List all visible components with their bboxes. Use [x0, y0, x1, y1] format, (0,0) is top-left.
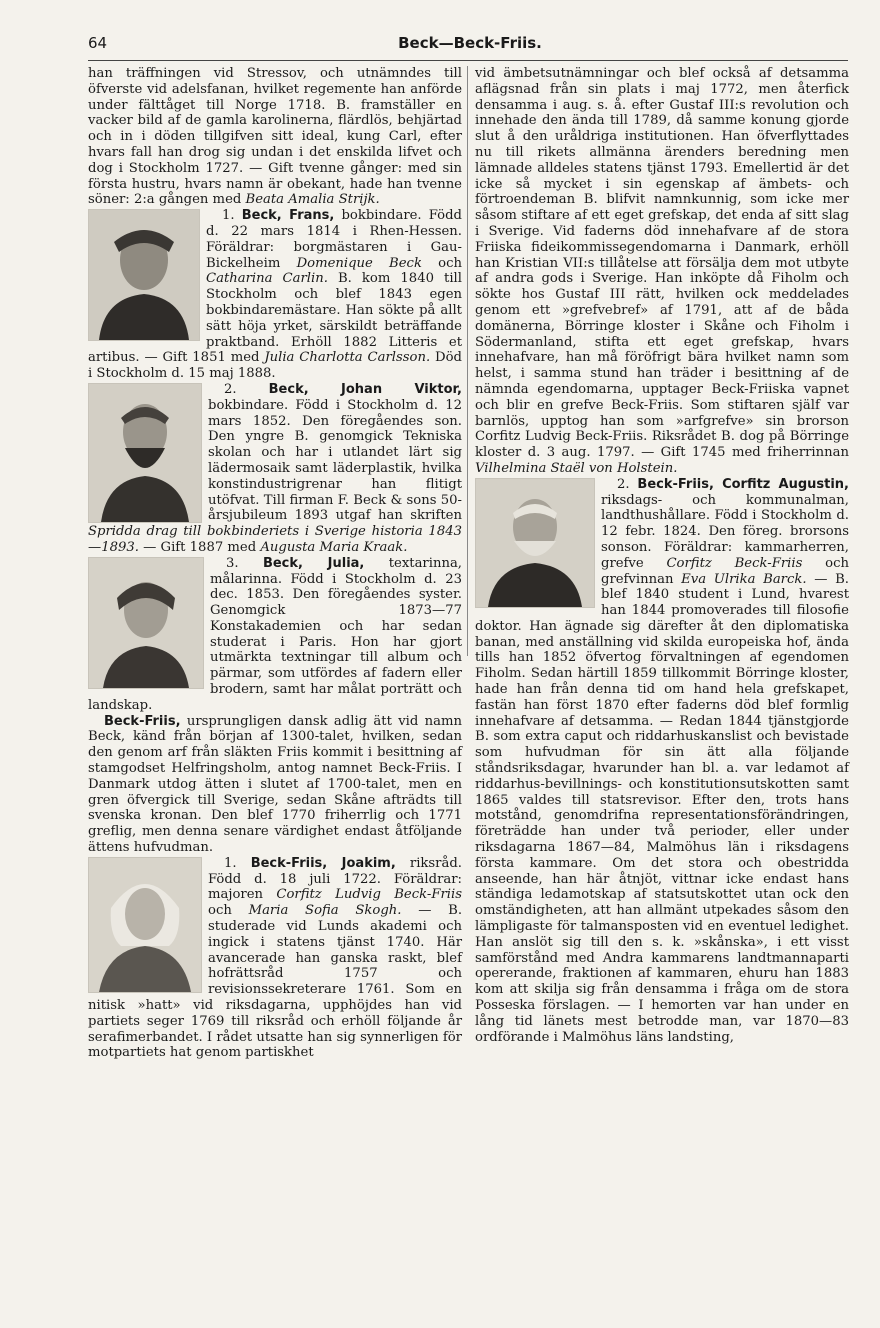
- intro-paragraph: han träffningen vid Stressov, och utnämndes till öfverste vid adelsfanan, hvilket regemente han anförde under fälttåget till Norge 1718. B. framställer en vacker bild af de gamla karolinerna, flärdlös, behjärtad och in i döden tillgifven sitt ideal, kung Carl, efter hvars fall han drog sig undan i det enskilda lifvet och dog i Stockholm 1727. — Gift tvenne gånger: med sin första hustru, hvars namn är obekant, hade han tvenne söner: 2:a gången med Beata Amalia Strijk.: [88, 66, 462, 208]
- joakim-continued-paragraph: vid ämbetsutnämningar och blef också af detsamma aflägsnad från sin plats i maj 1772, men återfick densamma i aug. s. å. efter Gustaf III:s revolution och innehade den ända till 1789, då samme konung gjorde slut å den uråldriga institutionen. Han öfverflyttades nu till rikets allmänna ärenders beredning men lämnade alldeles statens tjänst 1793. Emellertid är det icke så mycket i sin egenskap af ämbets- och förtroendeman B. blifvit namnkunnig, som icke mer såsom stiftare af ett eget grefskap, det enda af sitt slag i Sverige. Vid faderns död innehafvare af de stora Friiska fideikommissegendomarna i Danmark, erhöll han Kristian VII:s tillåtelse att försälja dem mot utbyte af andra gods i Sverige. Han inköpte då Fiholm och sökte hos Gustaf III rätt, hvilken ock meddelades genom ett »grefvebref» af 1791, att af de båda domänerna, Börringe kloster i Skåne och Fiholm i Södermanland, stifta ett eget grefskap, hvars innehafvare, han må föröfrigt bära hvilket namn som helst, i samma stund han träder i besittning af de nämnda egendomarna, upptager Beck-Friiska vapnet och blir en grefve Beck-Friis. Som stiftaren själf var barnlös, upptog han som »arfgrefve» sin brorson Corfitz Ludvig Beck-Friis. Riksrådet B. dog på Börringe kloster d. 3 aug. 1797. — Gift 1745 med friherrinnan Vilhelmina Staël von Holstein.: [475, 66, 849, 476]
- entry-headword: Beck-Friis, Joakim,: [250, 855, 396, 871]
- portrait-joakim-beck-friis: [88, 857, 202, 993]
- entry-headword: Beck-Friis,: [104, 713, 181, 729]
- page-number: 64: [88, 34, 108, 52]
- entry-beck-friis-joakim: 1. Beck-Friis, Joakim, riksråd. Född d. 18 juli 1722. Föräldrar: majoren Corfitz Ludvig Beck-Friis och Maria Sofia Skogh. — B. studerade vid Lunds akademi och ingick i statens tjänst 1740. Här avancerade han ganska raskt, blef hofrättsråd 1757 och revisionssekreterare 1761. Som en nitisk »hatt» vid riksdagarna, upphöjdes han vid partiets seger 1769 till riksråd och erhöll följande år serafimerbandet. I rådet utsatte han sig synnerligen för motpartiets hat genom partiskhet: [88, 855, 463, 1061]
- entry-headword: Beck, Frans,: [241, 208, 335, 224]
- portrait-johan-viktor-beck: [88, 383, 202, 523]
- column-rule: [467, 66, 468, 656]
- entry-beck-frans: 1. Beck, Frans, bokbindare. Född d. 22 mars 1814 i Rhen-Hessen. Föräldrar: borgmästaren i Gau-Bickelheim Domenique Beck och Catharina Carlin. B. kom 1840 till Stockholm och blef 1843 egen bokbindaremästare. Han sökte på allt sätt höja yrket, särskildt beträffande praktband. Erhöll 1882 Litteris et artibus. — Gift 1851 med Julia Charlotta Carlsson. Död i Stockholm d. 15 maj 1888.: [88, 208, 462, 382]
- portrait-frans-beck: [88, 209, 200, 341]
- entry-beck-julia: 3. Beck, Julia, textarinna, målarinna. Född i Stockholm d. 23 dec. 1853. Den föregåendes syster. Genomgick 1873—77 Konstakademien och har sedan studerat i Paris. Hon har gjort utmärkta textningar till album och pärmar, som utfördes af fadern eller brodern, samt har målat porträtt och landskap.: [88, 555, 462, 713]
- entry-headword: Beck, Julia,: [262, 555, 365, 571]
- portrait-julia-beck: [88, 557, 204, 689]
- left-column: [88, 66, 462, 1061]
- entry-beck-friis-family: Beck-Friis, ursprungligen dansk adlig ätt vid namn Beck, känd från början af 1300-talet, hvilken, sedan den genom arf från släkten Friis kommit i besittning af stamgodset Helfringsholm, antog namnet Beck-Friis. I Danmark utdog ätten i slutet af 1700-talet, men en gren öfvergick till Sverige, sedan Skåne afträdts till svenska kronan. Den blef 1770 friherrlig och 1771 greflig, men denna senare värdighet endast åtföljande ättens hufvudman.: [88, 713, 462, 856]
- portrait-corfitz-augustin-beck-friis: [475, 478, 595, 608]
- entry-headword: Beck, Johan Viktor,: [268, 381, 462, 397]
- running-head: Beck—Beck-Friis.: [398, 34, 542, 52]
- right-column: [475, 66, 849, 1045]
- header-rule: [88, 60, 848, 61]
- entry-beck-johan-viktor: 2. Beck, Johan Viktor, bokbindare. Född i Stockholm d. 12 mars 1852. Den föregåendes son. Den yngre B. genomgick Tekniska skolan och har i utlandet lärt sig lädermosaik samt läderplastik, hvilka konstindustrigrenar han flitigt utöfvat. Till firman F. Beck & sons 50-årsjubileum 1893 utgaf han skriften Spridda drag till bokbinderiets i Sverige historia 1843—1893. — Gift 1887 med Augusta Maria Kraak.: [88, 381, 462, 555]
- entry-headword: Beck-Friis, Corfitz Augustin,: [637, 476, 849, 492]
- entry-beck-friis-corfitz-augustin: 2. Beck-Friis, Corfitz Augustin, riksdags- och kommunalman, landthushållare. Född i Stockholm d. 12 febr. 1824. Den föreg. brorsons sonson. Föräldrar: kammarherren, grefve Corfitz Beck-Friis och grefvinnan Eva Ulrika Barck. — B. blef 1840 student i Lund, hvarest han 1844 promoverades till filosofie doktor. Han ägnade sig därefter åt den diplomatiska banan, med anställning vid skilda europeiska hof, ända tills han 1852 öfvertog förvaltningen af egendomen Fiholm. Sedan härtill 1859 tillkommit Börringe kloster, hade han från denna tid om hand hela grefskapet, fastän han först 1870 efter faderns död blef formlig innehafvare af detsamma. — Redan 1844 tjänstgjorde B. som extra caput och riddarhuskanslist och bevistade som hufvudman för sin ätt alla följande ståndsriksdagar, hvarunder han bl. a. var ledamot af riddarhus-bevillnings- och konstitutionsutskotten samt 1865 valdes till statsrevisor. Efter den, trots hans motstånd, genomdrifna representationsförändringen, företrädde han under två perioder, eller under riksdagarna 1867—84, Malmöhus län i riksdagens första kammare. Om det stora och obestridda anseende, han här åtnjöt, vittnar icke endast hans ständiga ledamotskap af statsutskottet utan ock den omständigheten, att han allmänt utpekades såsom den lämpligaste för talmansposten vid en eventuel ledighet. Han anslöt sig till den s. k. »skånska», i ett visst samförstånd med Andra kammarens landtmannaparti opererande, fraktionen af kammaren, ehuru han 1883 kom att skilja sig från densamma i fråga om de stora Posseska förslagen. — I hemorten var han under en lång tid länets mest betrodde man, var 1870—83 ordförande i Malmöhus läns landsting,: [475, 476, 849, 1045]
